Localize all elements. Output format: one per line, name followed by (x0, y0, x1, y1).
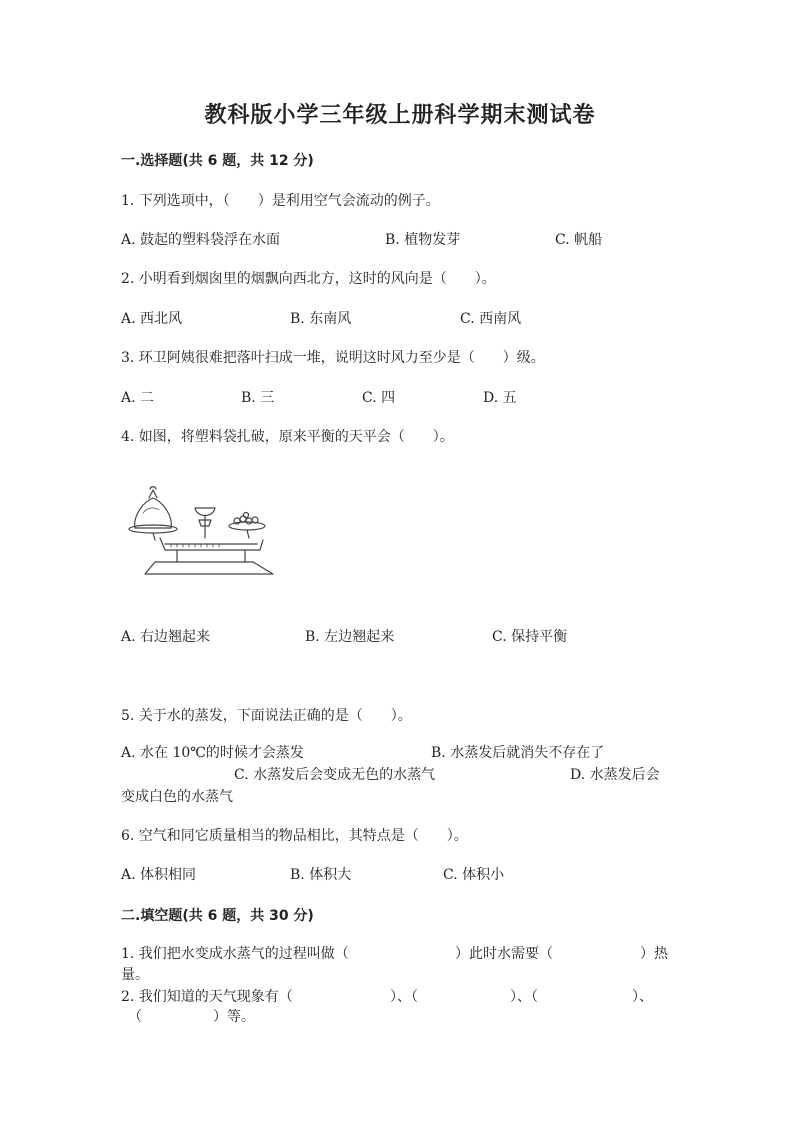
question-2-option-a: A. 西北风 (121, 311, 183, 327)
fill-question-2-part-1: 2. 我们知道的天气现象有（ (121, 989, 293, 1005)
question-1-option-b: B. 植物发芽 (385, 232, 461, 248)
question-5-option-b: B. 水蒸发后就消失不存在了 (431, 745, 605, 761)
fill-question-1-part-2: ）此时水需要（ (455, 946, 553, 962)
question-6-option-c: C. 体积小 (443, 867, 505, 883)
question-3-option-a: A. 二 (121, 390, 155, 406)
balance-scale-figure (125, 478, 285, 578)
section-heading-choice: 一.选择题(共 6 题，共 12 分) (121, 153, 314, 169)
question-6-stem: 6. 空气和同它质量相当的物品相比，其特点是（ ）。 (121, 828, 468, 844)
question-5-stem: 5. 关于水的蒸发，下面说法正确的是（ ）。 (121, 708, 412, 724)
page-title: 教科版小学三年级上册科学期末测试卷 (204, 103, 596, 128)
question-6-option-b: B. 体积大 (290, 867, 352, 883)
fill-question-2-part-3: ）、（ (510, 989, 538, 1005)
question-4-option-a: A. 右边翘起来 (121, 629, 211, 645)
question-1-option-c: C. 帆船 (555, 232, 603, 248)
fill-question-1-part-1: 1. 我们把水变成水蒸气的过程叫做（ (121, 946, 349, 962)
question-3-option-b: B. 三 (241, 390, 275, 406)
question-2-option-b: B. 东南风 (290, 311, 352, 327)
question-4-option-b: B. 左边翘起来 (305, 629, 395, 645)
question-3-stem: 3. 环卫阿姨很难把落叶扫成一堆，说明这时风力至少是（ ）级。 (121, 350, 545, 366)
question-5-option-c: C. 水蒸发后会变成无色的水蒸气 (234, 767, 436, 783)
fill-question-1-line-2: 量。 (121, 967, 149, 983)
question-5-option-d: D. 水蒸发后会 (570, 767, 660, 783)
question-4-stem: 4. 如图，将塑料袋扎破，原来平衡的天平会（ ）。 (121, 429, 454, 445)
question-5-option-a: A. 水在 10℃的时候才会蒸发 (121, 745, 304, 761)
fill-question-2-line-2-part-2: ）等。 (213, 1009, 255, 1025)
left-pan (129, 525, 177, 533)
question-6-option-a: A. 体积相同 (121, 867, 197, 883)
question-4-option-c: C. 保持平衡 (492, 629, 568, 645)
scale-base (145, 562, 273, 574)
question-3-option-c: C. 四 (362, 390, 396, 406)
question-3-option-d: D. 五 (483, 390, 517, 406)
question-1-stem: 1. 下列选项中，（ ）是利用空气会流动的例子。 (121, 193, 440, 209)
question-1-option-a: A. 鼓起的塑料袋浮在水面 (121, 232, 281, 248)
question-2-stem: 2. 小明看到烟囱里的烟飘向西北方，这时的风向是（ ）。 (121, 271, 496, 287)
fill-question-1-part-3: ）热 (640, 946, 668, 962)
fill-question-2-line-2-part-1: （ (128, 1009, 142, 1025)
fill-question-2-part-4: ）、 (632, 989, 653, 1005)
section-heading-fill-in: 二.填空题(共 6 题，共 30 分) (121, 908, 314, 924)
question-5-option-d-continued: 变成白色的水蒸气 (121, 789, 233, 805)
question-2-option-c: C. 西南风 (460, 311, 522, 327)
plastic-bag (135, 498, 172, 528)
fill-question-2-part-2: ）、（ (390, 989, 418, 1005)
